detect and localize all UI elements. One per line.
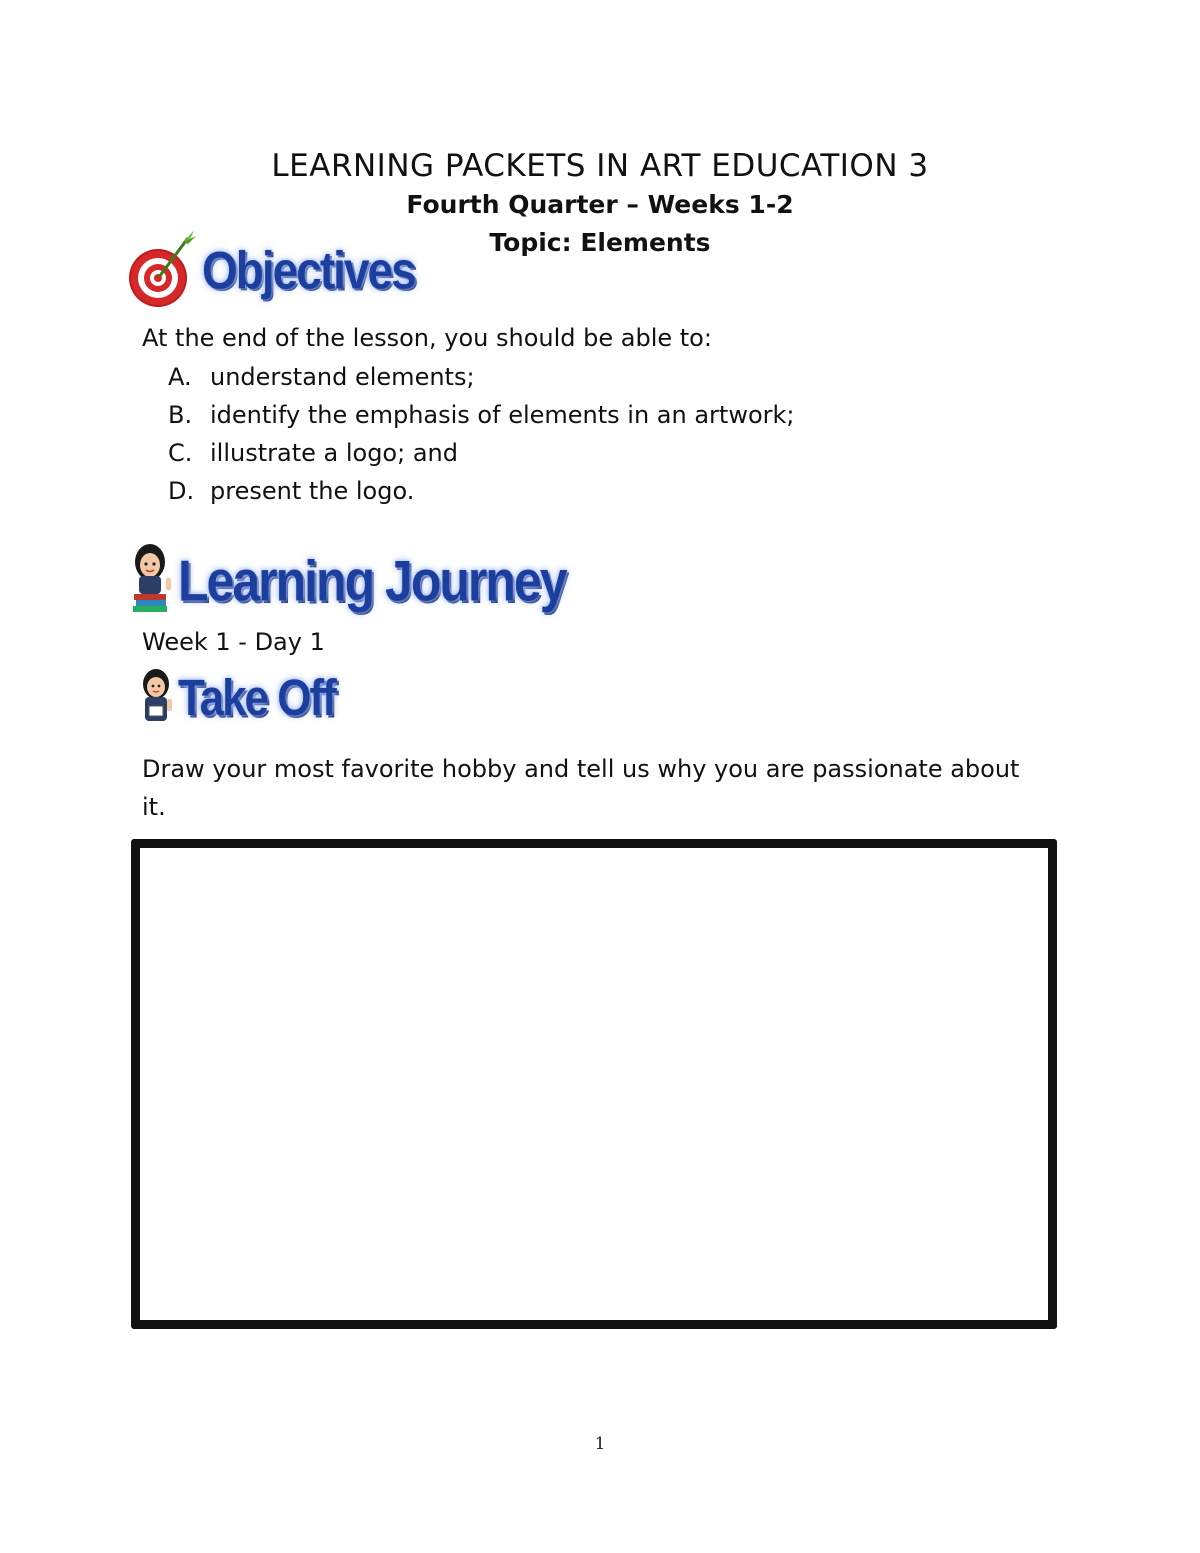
document-title: LEARNING PACKETS IN ART EDUCATION 3 (271, 148, 929, 184)
drawing-area[interactable] (131, 839, 1057, 1329)
list-item-letter: A. (168, 363, 192, 391)
week-day-label: Week 1 - Day 1 (142, 628, 325, 656)
document-topic: Topic: Elements (489, 228, 711, 257)
target-dart-icon (128, 226, 196, 314)
list-item (168, 476, 795, 514)
list-item-text: understand elements; (210, 363, 475, 391)
list-item-letter: D. (168, 477, 195, 505)
list-item (168, 362, 795, 400)
list-item-text: identify the emphasis of elements in an artwork; (210, 401, 795, 429)
list-item-letter: B. (168, 401, 193, 429)
list-item-text: illustrate a logo; and (210, 439, 458, 467)
take-off-heading: Take Off (178, 670, 335, 727)
teacher-avatar-icon (138, 666, 176, 732)
list-item (168, 438, 795, 476)
take-off-header (138, 666, 335, 732)
objectives-list (168, 362, 795, 514)
document-subtitle: Fourth Quarter – Weeks 1-2 (406, 190, 794, 219)
page-number: 1 (594, 1434, 606, 1454)
list-item (168, 400, 795, 438)
objectives-header (128, 226, 415, 314)
learning-journey-header (130, 540, 566, 622)
objectives-heading: Objectives (202, 240, 415, 300)
objectives-intro: At the end of the lesson, you should be able to: (142, 324, 712, 352)
list-item-letter: C. (168, 439, 193, 467)
teacher-avatar-with-books-icon (130, 540, 176, 622)
learning-journey-heading: Learning Journey (178, 548, 566, 614)
list-item-text: present the logo. (210, 477, 415, 505)
drawing-prompt: Draw your most favorite hobby and tell us why you are passionate about it. (142, 755, 1020, 821)
